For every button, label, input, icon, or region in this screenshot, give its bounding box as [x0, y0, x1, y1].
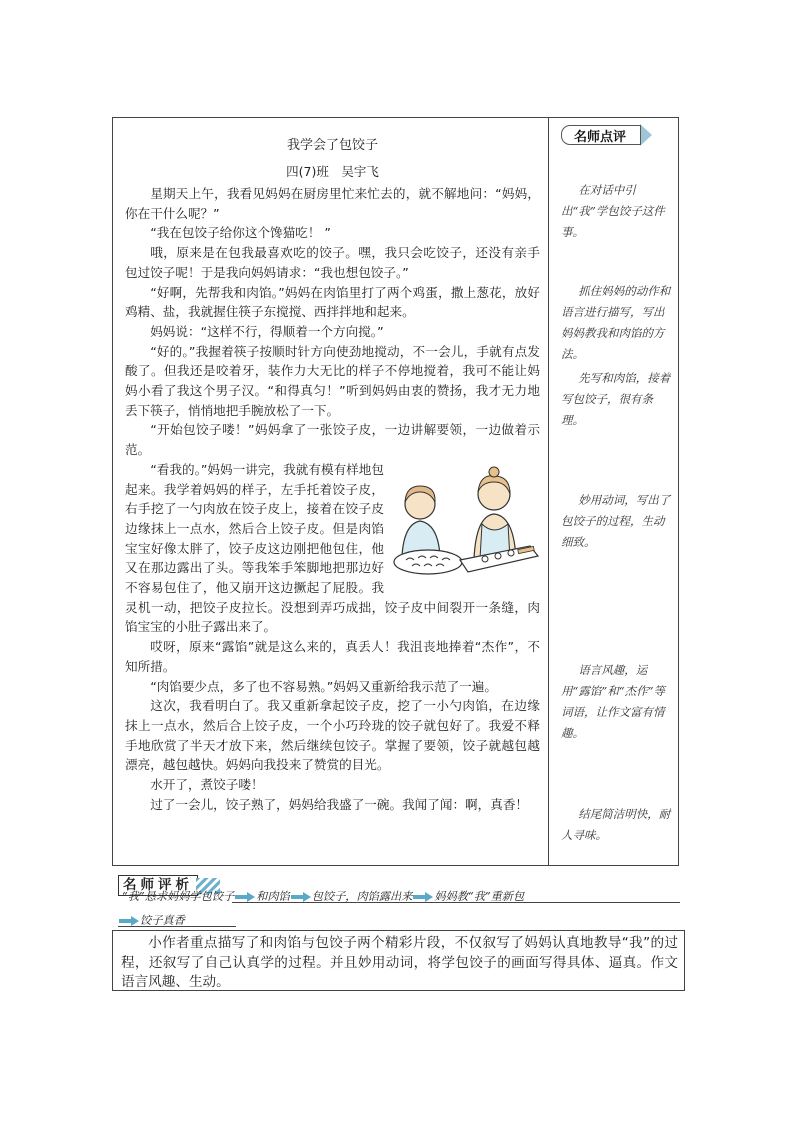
essay-paragraph: 水开了，煮饺子喽！ [150, 777, 264, 793]
essay-paragraph: “我在包饺子给你这个馋猫吃！ ” [150, 225, 331, 241]
flow-step: 和肉馅 [256, 890, 290, 903]
margin-note: 先写和肉馅，接着写包饺子，很有条理。 [561, 371, 671, 427]
essay-paragraph: 哦，原来是在包我最喜欢吃的饺子。嘿，我只会吃饺子，还没有亲手包过饺子呢！于是我向妈妈请求：“我也想包饺子。” [125, 245, 540, 280]
teacher-comment-label: 名师点评 [561, 125, 641, 145]
analysis-label: 名师评析 [118, 875, 198, 896]
essay-paragraph: 这次，我看明白了。我又重新拿起饺子皮，挖了一小勺肉馅，在边缘抹上一点水，然后合上饺子皮，一个小巧玲珑的饺子就包好了。我爱不释手地欣赏了半天才放下来，然后继续包饺子。掌握了要领，饺子就越包越漂亮，越包越快。妈妈向我投来了赞赏的目光。 [125, 698, 540, 773]
boy-and-mother-making-dumplings-illustration [390, 464, 540, 584]
essay-paragraph: “好的。”我握着筷子按顺时针方向使劲地搅动，不一会儿，手就有点发酸了。但我还是咬着牙，装作力大无比的样子不停地搅着，我可不能让妈妈小看了我这个男子汉。“和得真匀！”听到妈妈由衷的赞扬，我才无力地丢下筷子，悄悄地把手腕放松了一下。 [125, 343, 540, 418]
essay-paragraph: “好啊，先帮我和肉馅。”妈妈在肉馅里打了两个鸡蛋，撒上葱花，放好鸡精、盐，我就握住筷子东搅搅、西拌拌地和起来。 [125, 284, 540, 320]
flow-step: 妈妈教“我”重新包 [434, 890, 525, 903]
flow-underline [232, 902, 680, 903]
right-arrow-icon [235, 893, 255, 901]
essay-paragraph: “肉馅要少点，多了也不容易熟。”妈妈又重新给我示范了一遍。 [150, 678, 497, 694]
essay-paragraph: 妈妈说：“这样不行，得顺着一个方向搅。” [150, 323, 384, 339]
essay-paragraph: “开始包饺子喽！”妈妈拿了一张饺子皮，一边讲解要领，一边做着示范。 [125, 422, 540, 458]
analysis-summary: 小作者重点描写了和肉馅与包饺子两个精彩片段，不仅叙写了妈妈认真地教导“我”的过程，还叙写了自己认真学的过程。并且妙用动词，将学包饺子的画面写得具体、逼真。作文语言风趣、生动。 [112, 930, 685, 991]
essay-paragraph: 哎呀，原来“露馅”就是这么来的，真丢人！我沮丧地捧着“杰作”，不知所措。 [125, 639, 540, 674]
essay-paragraph: 星期天上午，我看见妈妈在厨房里忙来忙去的，就不解地问：“妈妈，你在干什么呢？” [125, 186, 540, 221]
notes-column [549, 118, 678, 842]
right-arrow-icon [119, 917, 139, 925]
column-divider [548, 118, 549, 865]
essay-paragraph: “看我的。”妈妈一讲完，我就有模有样地包起来。我学着妈妈的样子，左手托着饺子皮，右手挖了一勺肉放在饺子皮上，接着在饺子皮边缘抹上一点水，然后合上饺子皮。但是肉馅宝宝好像太胖了，饺子皮这边刚把他包住，他又在那边露出了头。等我笨手笨脚地把那边好不容易包住了，他又崩开这边撅起了屁股。我灵机一动，把饺子皮拉长。没想到弄巧成拙，饺子皮中间裂开一条缝，肉馅宝宝的小肚子露出来了。 [125, 461, 540, 635]
flow-step: 包饺子，肉馅露出来 [311, 890, 413, 903]
essay-byline: 四(7)班 吴宇飞 [286, 164, 379, 179]
margin-note: 在对话中引出“我”学包饺子这件事。 [561, 183, 665, 239]
right-arrow-icon [413, 893, 433, 901]
margin-note: 抓住妈妈的动作和语言进行描写，写出妈妈教我和肉馅的方法。 [561, 284, 671, 361]
flow-step: 饺子真香 [140, 914, 185, 927]
badge-arrow-icon [640, 124, 652, 146]
teacher-comment-badge [561, 124, 652, 146]
margin-note: 结尾简洁明快，耐人寻味。 [561, 807, 671, 842]
essay-title: 我学会了包饺子 [286, 138, 378, 153]
flow-underline [118, 926, 236, 927]
illustrated-paragraph [125, 460, 540, 637]
essay-column [113, 118, 548, 815]
essay-paragraph: 过了一会儿，饺子熟了，妈妈给我盛了一碗。我闻了闻：啊，真香！ [150, 796, 528, 812]
margin-note: 语言风趣，运用“露馅”和“杰作”等词语，让作文富有情趣。 [561, 663, 666, 740]
flow-step: “我”恳求妈妈学包饺子 [122, 890, 235, 903]
right-arrow-icon [291, 893, 311, 901]
margin-note: 妙用动词，写出了包饺子的过程，生动细致。 [561, 493, 671, 549]
essay-table [112, 117, 679, 866]
